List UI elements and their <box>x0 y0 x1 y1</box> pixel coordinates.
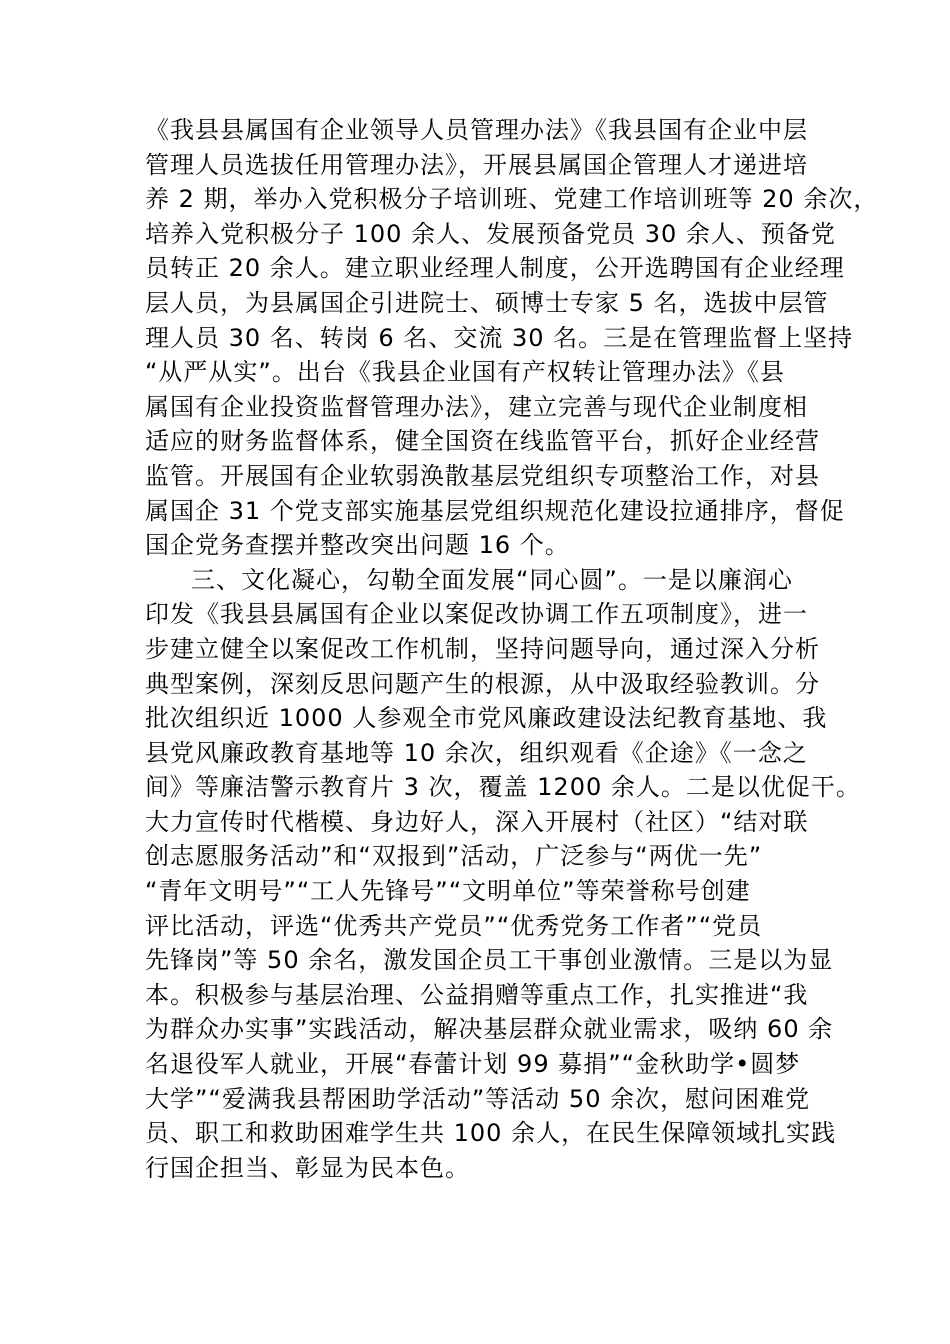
text-line: 评比活动，评选“优秀共产党员”“优秀党务工作者”“党员 <box>145 911 763 940</box>
text-line: 员转正 20 余人。建立职业经理人制度，公开选聘国有企业经理 <box>145 254 845 283</box>
text-line: 三、文化凝心，勾勒全面发展“同心圆”。一是以廉润心 <box>191 565 793 594</box>
text-line: 步建立健全以案促改工作机制，坚持问题导向，通过深入分析 <box>145 634 820 663</box>
text-line: 管理人员选拔任用管理办法》，开展县属国企管理人才递进培 <box>145 150 808 179</box>
text-line: 名退役军人就业，开展“春蕾计划 99 募捐”“金秋助学•圆梦 <box>145 1050 801 1079</box>
text-line: 《我县县属国有企业领导人员管理办法》《我县国有企业中层 <box>145 116 808 144</box>
text-line: 员、职工和救助困难学生共 100 余人，在民生保障领域扎实践 <box>145 1119 837 1148</box>
document-page <box>145 113 879 1185</box>
text-line: 大学”“爱满我县帮困助学活动”等活动 50 余次，慰问困难党 <box>145 1084 811 1113</box>
text-line: 层人员，为县属国企引进院士、硕博士专家 5 名，选拔中层管 <box>145 288 829 317</box>
text-line: 创志愿服务活动”和“双报到”活动，广泛参与“两优一先” <box>145 842 763 871</box>
text-line: 属国企 31 个党支部实施基层党组织规范化建设拉通排序，督促 <box>145 496 845 525</box>
text-line: 先锋岗”等 50 余名，激发国企员工干事创业激情。三是以为显 <box>145 946 834 975</box>
text-line: 国企党务查摆并整改突出问题 16 个。 <box>145 531 570 560</box>
text-line: “从严从实”。出台《我县企业国有产权转让管理办法》《县 <box>145 358 785 387</box>
text-line: 典型案例，深刻反思问题产生的根源，从中汲取经验教训。分 <box>145 669 820 698</box>
text-line: 大力宣传时代楷模、身边好人，深入开展村（社区）“结对联 <box>145 807 809 836</box>
text-line: 本。积极参与基层治理、公益捐赠等重点工作，扎实推进“我 <box>145 980 809 1009</box>
text-line: 批次组织近 1000 人参观全市党风廉政建设法纪教育基地、我 <box>145 704 828 733</box>
text-line: 培养入党积极分子 100 余人、发展预备党员 30 余人、预备党 <box>145 219 836 248</box>
text-line: “青年文明号”“工人先锋号”“文明单位”等荣誉称号创建 <box>145 877 751 906</box>
paragraph-2 <box>145 563 861 1186</box>
text-line: 理人员 30 名、转岗 6 名、交流 30 名。三是在管理监督上坚持 <box>145 323 854 352</box>
paragraph-1 <box>145 113 879 563</box>
text-line: 行国企担当、彰显为民本色。 <box>145 1153 470 1182</box>
text-line: 监管。开展国有企业软弱涣散基层党组织专项整治工作，对县 <box>145 461 820 490</box>
text-line: 为群众办实事”实践活动，解决基层群众就业需求，吸纳 60 余 <box>145 1015 834 1044</box>
text-line: 适应的财务监督体系，健全国资在线监管平台，抓好企业经营 <box>145 427 820 456</box>
text-line: 间》等廉洁警示教育片 3 次，覆盖 1200 余人。二是以优促干。 <box>145 773 861 802</box>
text-line: 养 2 期，举办入党积极分子培训班、党建工作培训班等 20 余次， <box>145 185 879 214</box>
text-line: 县党风廉政教育基地等 10 余次，组织观看《企途》《一念之 <box>145 738 808 767</box>
text-line: 印发《我县县属国有企业以案促改协调工作五项制度》，进一 <box>145 600 808 629</box>
text-line: 属国有企业投资监督管理办法》，建立完善与现代企业制度相 <box>145 392 808 421</box>
